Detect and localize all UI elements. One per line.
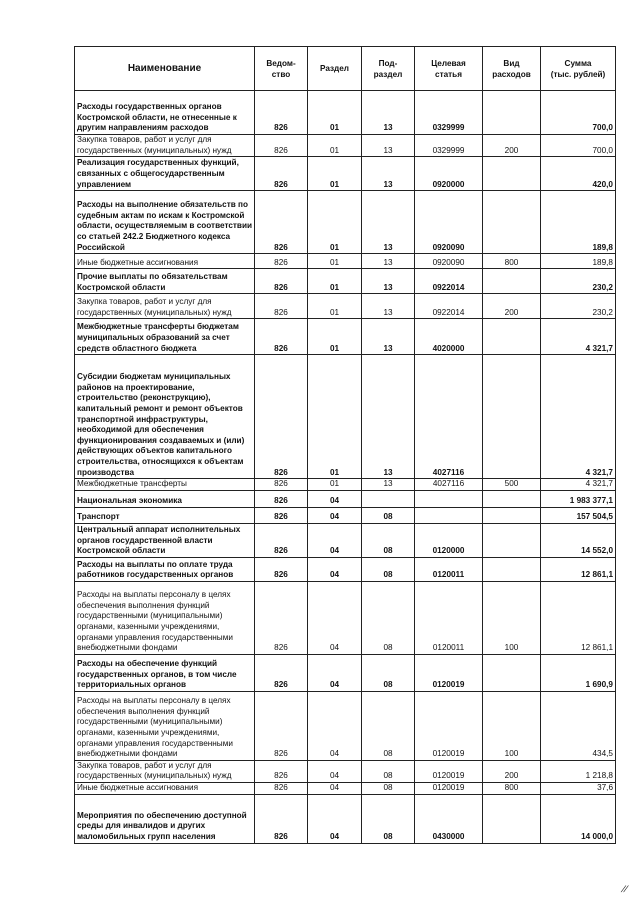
cell-name: Расходы государственных органов Костромской области, не отнесенные к другим направлениям расходов (75, 91, 255, 135)
cell-podrazdel: 13 (362, 135, 415, 157)
cell-razdel: 01 (308, 135, 362, 157)
cell-ved: 826 (255, 269, 308, 294)
cell-podrazdel: 08 (362, 523, 415, 557)
cell-summa: 157 504,5 (541, 507, 616, 523)
cell-summa: 4 321,7 (541, 319, 616, 355)
cell-celevaya: 0120019 (415, 691, 483, 760)
cell-ved: 826 (255, 654, 308, 691)
cell-summa: 230,2 (541, 269, 616, 294)
table-row (75, 782, 616, 794)
cell-celevaya: 0920000 (415, 157, 483, 191)
header-podrazdel: Под- раздел (362, 47, 415, 91)
cell-ved: 826 (255, 490, 308, 507)
header-ved: Ведом- ство (255, 47, 308, 91)
table-row (75, 91, 616, 135)
cell-name: Межбюджетные трансферты бюджетам муниципальных образований за счет средств областного бюджета (75, 319, 255, 355)
cell-razdel: 04 (308, 760, 362, 782)
cell-razdel: 04 (308, 782, 362, 794)
cell-razdel: 01 (308, 254, 362, 269)
cell-razdel: 04 (308, 581, 362, 654)
header-summa: Сумма (тыс. рублей) (541, 47, 616, 91)
cell-ved: 826 (255, 191, 308, 254)
cell-razdel: 04 (308, 794, 362, 843)
cell-vid: 800 (483, 254, 541, 269)
cell-vid: 200 (483, 294, 541, 319)
cell-summa: 14 552,0 (541, 523, 616, 557)
cell-name: Центральный аппарат исполнительных органов государственной власти Костромской области (75, 523, 255, 557)
cell-podrazdel: 13 (362, 269, 415, 294)
cell-vid: 100 (483, 691, 541, 760)
cell-name: Расходы на выплаты персоналу в целях обеспечения выполнения функций государственными (муниципальными) органами, казенными учреждениями, органами управления государственными внебюджетными фондами (75, 581, 255, 654)
cell-ved: 826 (255, 557, 308, 581)
cell-razdel: 01 (308, 269, 362, 294)
header-row (75, 47, 616, 91)
table-row (75, 794, 616, 843)
cell-razdel: 04 (308, 523, 362, 557)
cell-name: Иные бюджетные ассигнования (75, 254, 255, 269)
cell-razdel: 01 (308, 191, 362, 254)
table-row (75, 191, 616, 254)
cell-ved: 826 (255, 581, 308, 654)
cell-razdel: 04 (308, 557, 362, 581)
table-row (75, 490, 616, 507)
cell-name: Закупка товаров, работ и услуг для государственных (муниципальных) нужд (75, 135, 255, 157)
budget-table (74, 46, 616, 844)
cell-vid: 200 (483, 760, 541, 782)
cell-name: Реализация государственных функций, связанных с общегосударственным управлением (75, 157, 255, 191)
cell-podrazdel: 08 (362, 794, 415, 843)
cell-celevaya: 0120011 (415, 557, 483, 581)
cell-vid (483, 794, 541, 843)
cell-ved: 826 (255, 319, 308, 355)
cell-celevaya: 0329999 (415, 135, 483, 157)
cell-podrazdel: 08 (362, 507, 415, 523)
cell-celevaya: 0922014 (415, 294, 483, 319)
cell-vid (483, 91, 541, 135)
table-row (75, 523, 616, 557)
table-row (75, 557, 616, 581)
header-vid: Вид расходов (483, 47, 541, 91)
cell-razdel: 01 (308, 479, 362, 491)
cell-vid (483, 490, 541, 507)
table-row (75, 319, 616, 355)
cell-vid (483, 523, 541, 557)
cell-ved: 826 (255, 294, 308, 319)
cell-ved: 826 (255, 523, 308, 557)
cell-podrazdel: 13 (362, 294, 415, 319)
cell-summa: 1 690,9 (541, 654, 616, 691)
table-row (75, 135, 616, 157)
cell-razdel: 04 (308, 654, 362, 691)
table-row (75, 157, 616, 191)
table-row (75, 254, 616, 269)
cell-podrazdel: 08 (362, 557, 415, 581)
cell-podrazdel: 08 (362, 760, 415, 782)
cell-vid (483, 557, 541, 581)
cell-ved: 826 (255, 760, 308, 782)
cell-vid (483, 654, 541, 691)
cell-summa: 1 983 377,1 (541, 490, 616, 507)
cell-razdel: 04 (308, 691, 362, 760)
cell-name: Расходы на выплаты персоналу в целях обеспечения выполнения функций государственными (муниципальными) органами, казенными учреждениями, органами управления государственными внебюджетными фондами (75, 691, 255, 760)
table-row (75, 581, 616, 654)
table-row (75, 654, 616, 691)
cell-vid (483, 319, 541, 355)
cell-ved: 826 (255, 157, 308, 191)
cell-celevaya: 0920090 (415, 254, 483, 269)
cell-ved: 826 (255, 135, 308, 157)
cell-celevaya: 4027116 (415, 355, 483, 479)
cell-vid: 500 (483, 479, 541, 491)
cell-name: Расходы на обеспечение функций государственных органов, в том числе территориальных органов (75, 654, 255, 691)
cell-summa: 4 321,7 (541, 355, 616, 479)
cell-name: Национальная экономика (75, 490, 255, 507)
cell-name: Транспорт (75, 507, 255, 523)
cell-razdel: 01 (308, 91, 362, 135)
cell-celevaya: 0120011 (415, 581, 483, 654)
table-row (75, 507, 616, 523)
table-row (75, 691, 616, 760)
cell-name: Межбюджетные трансферты (75, 479, 255, 491)
table-row (75, 355, 616, 479)
cell-celevaya: 0120019 (415, 760, 483, 782)
cell-podrazdel: 13 (362, 319, 415, 355)
cell-podrazdel: 08 (362, 782, 415, 794)
cell-celevaya: 0922014 (415, 269, 483, 294)
cell-podrazdel: 13 (362, 355, 415, 479)
cell-ved: 826 (255, 691, 308, 760)
cell-podrazdel: 08 (362, 691, 415, 760)
cell-razdel: 04 (308, 490, 362, 507)
cell-celevaya: 0120019 (415, 654, 483, 691)
cell-vid: 200 (483, 135, 541, 157)
table-row (75, 294, 616, 319)
cell-razdel: 01 (308, 355, 362, 479)
cell-podrazdel: 13 (362, 191, 415, 254)
cell-podrazdel: 13 (362, 157, 415, 191)
cell-name: Закупка товаров, работ и услуг для государственных (муниципальных) нужд (75, 760, 255, 782)
cell-summa: 14 000,0 (541, 794, 616, 843)
header-celevaya: Целевая статья (415, 47, 483, 91)
cell-ved: 826 (255, 782, 308, 794)
cell-name: Прочие выплаты по обязательствам Костромской области (75, 269, 255, 294)
cell-name: Мероприятия по обеспечению доступной среды для инвалидов и других маломобильных групп населения (75, 794, 255, 843)
cell-summa: 189,8 (541, 191, 616, 254)
table-row (75, 760, 616, 782)
table-row (75, 269, 616, 294)
cell-summa: 700,0 (541, 135, 616, 157)
cell-name: Расходы на выполнение обязательств по судебным актам по искам к Костромской области, осуществляемым в соответствии со статьей 242.2 Бюджетного кодекса Российской (75, 191, 255, 254)
cell-summa: 12 861,1 (541, 581, 616, 654)
cell-celevaya: 4027116 (415, 479, 483, 491)
cell-celevaya (415, 507, 483, 523)
cell-celevaya: 0920090 (415, 191, 483, 254)
cell-vid (483, 191, 541, 254)
cell-vid (483, 355, 541, 479)
cell-name: Иные бюджетные ассигнования (75, 782, 255, 794)
cell-podrazdel (362, 490, 415, 507)
cell-summa: 700,0 (541, 91, 616, 135)
header-razdel: Раздел (308, 47, 362, 91)
cell-podrazdel: 13 (362, 254, 415, 269)
page-mark: // (620, 884, 629, 894)
table-body (75, 91, 616, 844)
cell-summa: 420,0 (541, 157, 616, 191)
cell-summa: 230,2 (541, 294, 616, 319)
cell-vid: 100 (483, 581, 541, 654)
cell-summa: 4 321,7 (541, 479, 616, 491)
cell-podrazdel: 08 (362, 581, 415, 654)
cell-summa: 1 218,8 (541, 760, 616, 782)
cell-celevaya: 0120000 (415, 523, 483, 557)
cell-ved: 826 (255, 507, 308, 523)
cell-ved: 826 (255, 355, 308, 479)
cell-ved: 826 (255, 479, 308, 491)
cell-celevaya: 0329999 (415, 91, 483, 135)
cell-summa: 189,8 (541, 254, 616, 269)
header-name: Наименование (75, 47, 255, 91)
cell-vid (483, 269, 541, 294)
cell-vid (483, 507, 541, 523)
cell-celevaya (415, 490, 483, 507)
cell-razdel: 01 (308, 294, 362, 319)
cell-celevaya: 4020000 (415, 319, 483, 355)
cell-podrazdel: 08 (362, 654, 415, 691)
cell-razdel: 04 (308, 507, 362, 523)
cell-ved: 826 (255, 254, 308, 269)
cell-name: Расходы на выплаты по оплате труда работников государственных органов (75, 557, 255, 581)
cell-ved: 826 (255, 91, 308, 135)
cell-name: Закупка товаров, работ и услуг для государственных (муниципальных) нужд (75, 294, 255, 319)
cell-vid (483, 157, 541, 191)
cell-celevaya: 0430000 (415, 794, 483, 843)
cell-razdel: 01 (308, 319, 362, 355)
cell-podrazdel: 13 (362, 91, 415, 135)
cell-podrazdel: 13 (362, 479, 415, 491)
cell-celevaya: 0120019 (415, 782, 483, 794)
cell-name: Субсидии бюджетам муниципальных районов на проектирование, строительство (реконструкцию), капитальный ремонт и ремонт объектов транспортной инфраструктуры, необходимой для обеспечения функционирования создаваемых и (или) действующих объектов капитального строительства, относящихся к объектам производства (75, 355, 255, 479)
cell-summa: 37,6 (541, 782, 616, 794)
table-row (75, 479, 616, 491)
cell-summa: 434,5 (541, 691, 616, 760)
cell-summa: 12 861,1 (541, 557, 616, 581)
cell-vid: 800 (483, 782, 541, 794)
cell-ved: 826 (255, 794, 308, 843)
cell-razdel: 01 (308, 157, 362, 191)
